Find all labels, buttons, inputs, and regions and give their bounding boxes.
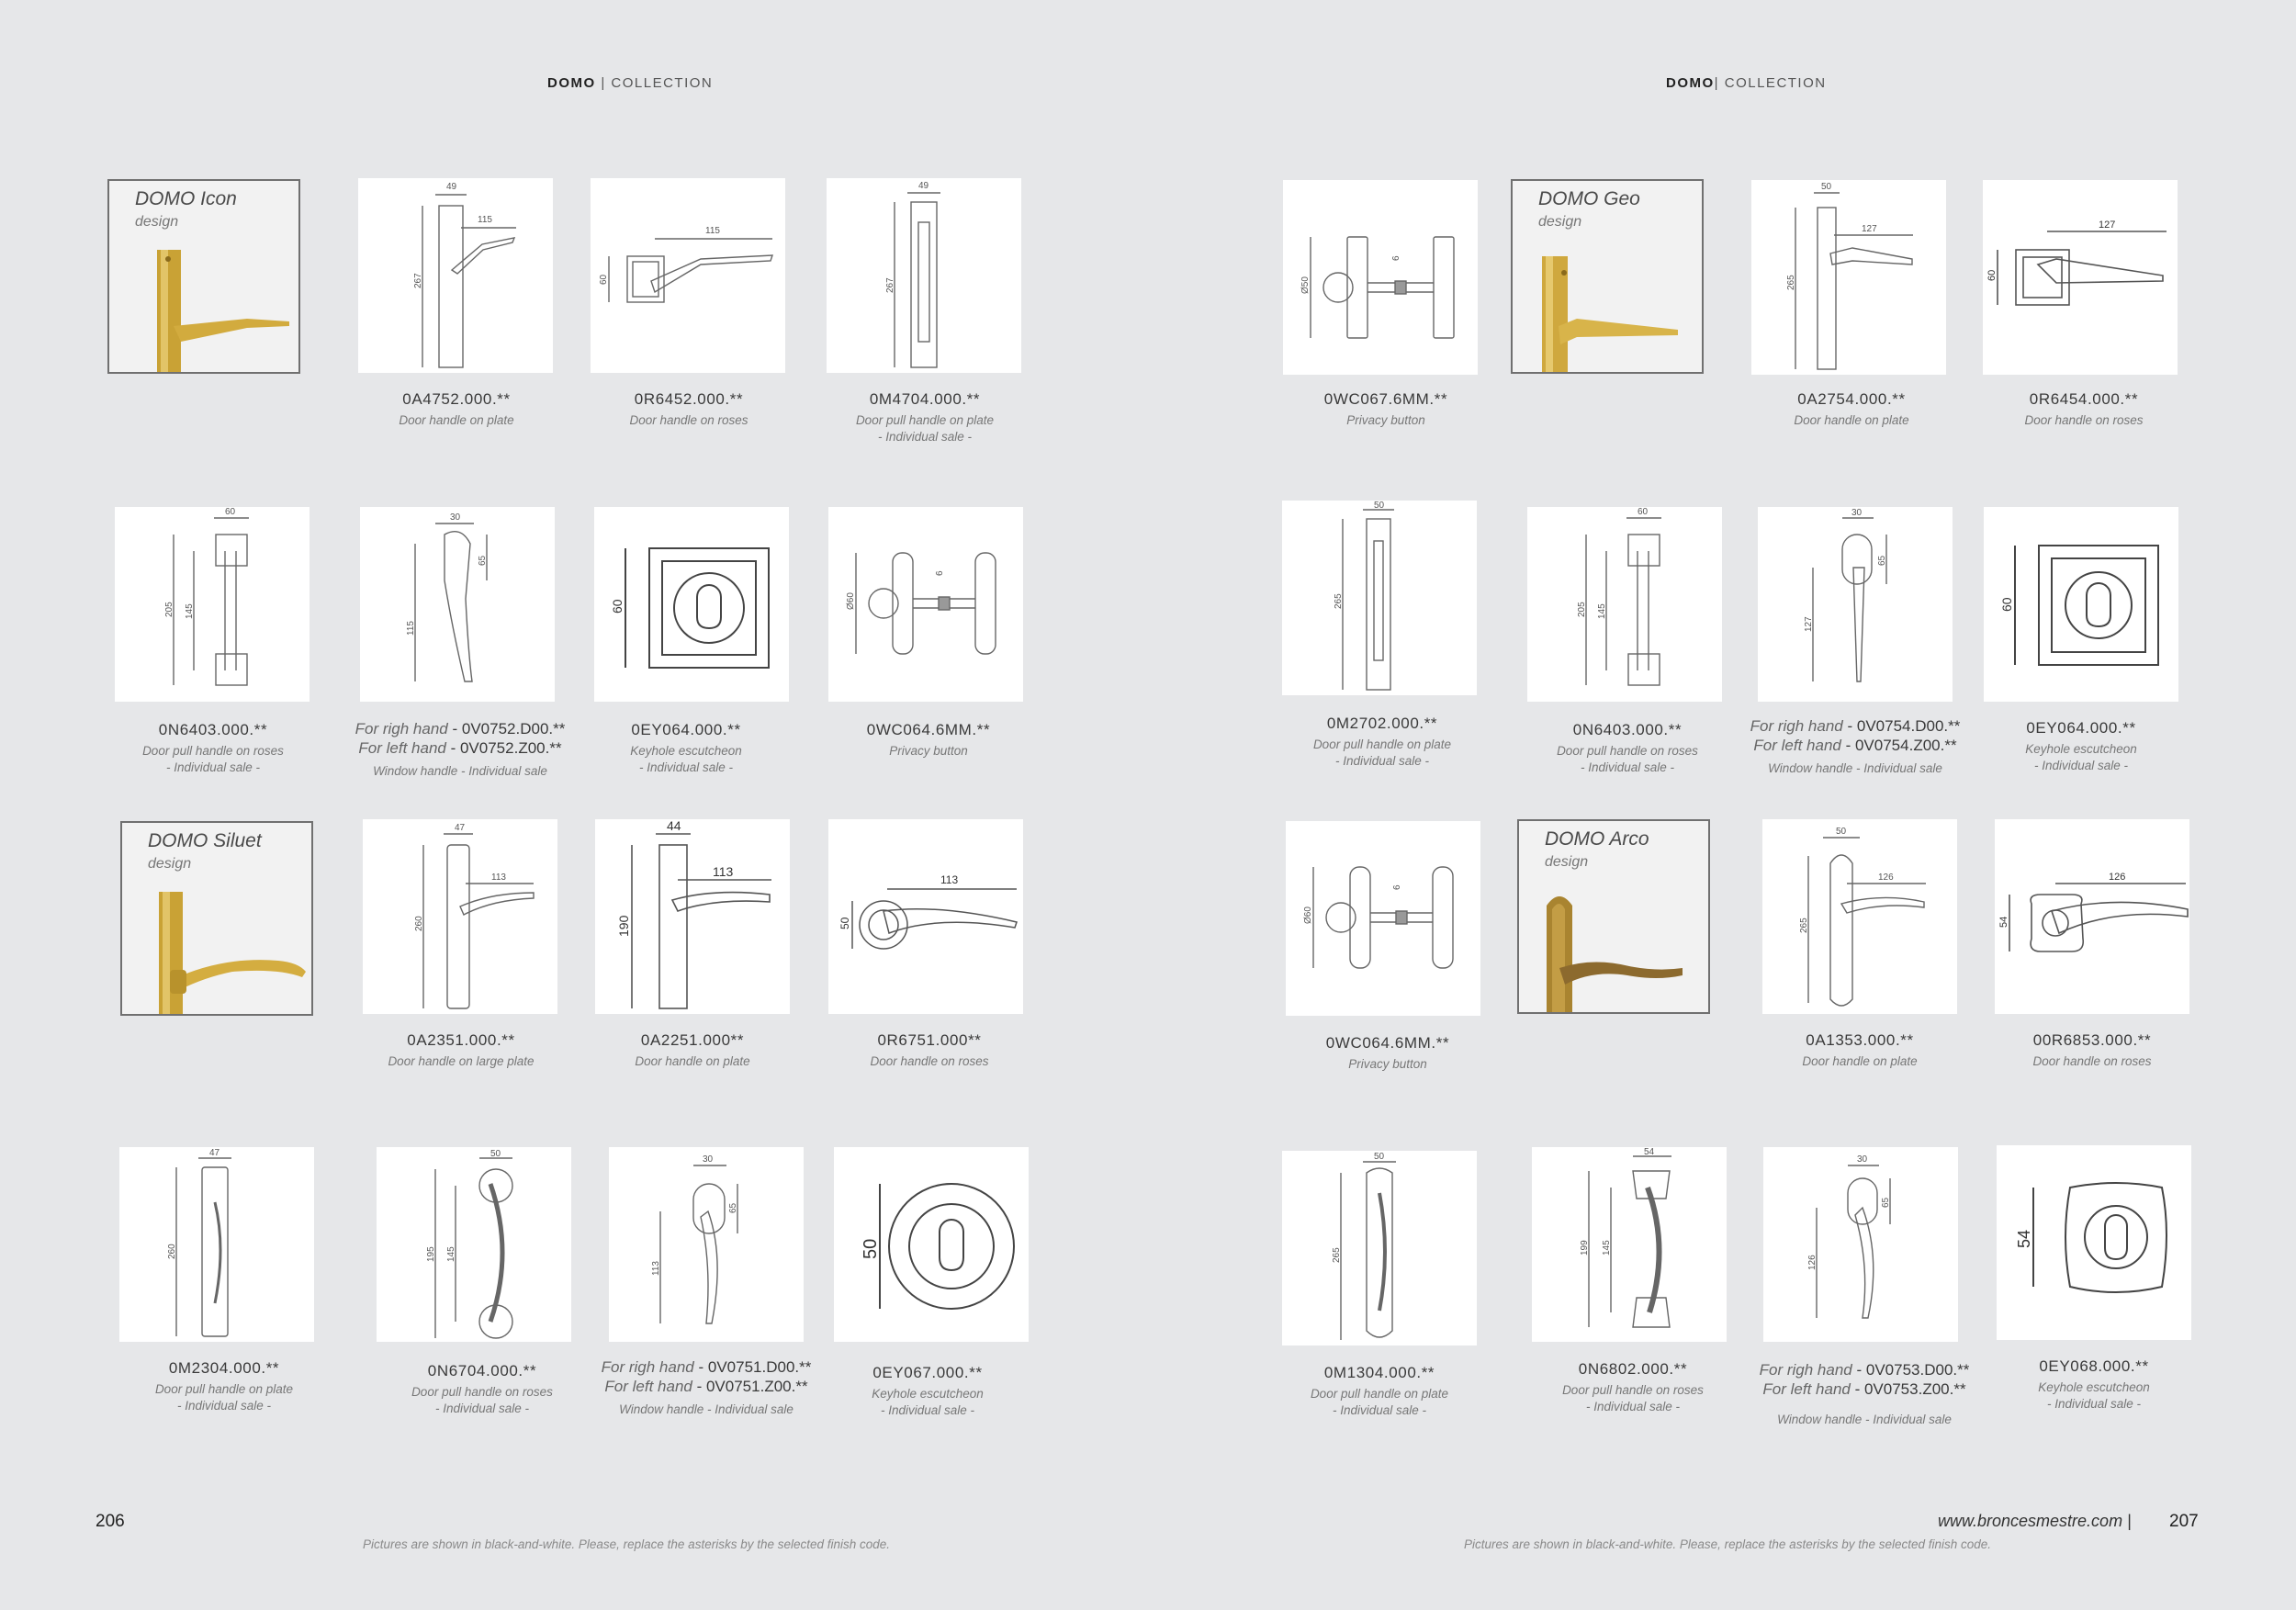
- svg-text:113: 113: [651, 1261, 661, 1276]
- svg-text:115: 115: [705, 226, 720, 236]
- product-description: Keyhole escutcheon: [2038, 1380, 2150, 1394]
- product-code: 00R6853.000.**: [2032, 1031, 2152, 1049]
- sale-note: - Individual sale -: [2046, 1397, 2142, 1411]
- product-description: Door handle on roses: [2032, 1054, 2152, 1068]
- product-drawing: [1282, 1151, 1477, 1345]
- svg-text:126: 126: [1878, 873, 1894, 883]
- product-drawing: [1758, 507, 1953, 702]
- svg-text:113: 113: [713, 864, 734, 879]
- product-description: Window handle - Individual sale: [1768, 761, 1942, 775]
- product-code: 0N6704.000.**: [427, 1362, 537, 1379]
- sale-note: - Individual sale -: [877, 430, 973, 444]
- svg-text:115: 115: [406, 621, 416, 636]
- right-page-header: DOMO| COLLECTION: [1666, 75, 1827, 91]
- product-drawing: [828, 507, 1023, 702]
- design-label: design: [135, 214, 179, 230]
- svg-text:199: 199: [1580, 1240, 1590, 1255]
- svg-text:126: 126: [1807, 1255, 1818, 1270]
- svg-text:50: 50: [861, 1238, 881, 1259]
- design-card-domo-siluet: [120, 821, 313, 1016]
- product-caption: [551, 390, 827, 429]
- svg-text:30: 30: [1851, 508, 1863, 518]
- svg-text:50: 50: [838, 917, 851, 929]
- svg-text:195: 195: [426, 1246, 436, 1262]
- svg-text:126: 126: [2109, 872, 2126, 883]
- product-drawing: [1983, 180, 2178, 375]
- product-description: Door pull handle on plate: [1312, 737, 1452, 751]
- product-drawing: [1995, 819, 2189, 1014]
- product-code: 0A1353.000.**: [1806, 1031, 1914, 1049]
- product-drawing: [1751, 180, 1946, 375]
- svg-text:127: 127: [1804, 616, 1814, 632]
- product-drawing: [363, 819, 557, 1014]
- product-code: 0WC067.6MM.**: [1323, 390, 1448, 408]
- product-caption: [1956, 1357, 2232, 1413]
- sale-note: - Individual sale -: [880, 1403, 975, 1417]
- svg-text:127: 127: [1862, 224, 1877, 234]
- product-code: 0R6751.000**: [877, 1031, 982, 1049]
- sale-note: - Individual sale -: [434, 1402, 530, 1415]
- product-description: Window handle - Individual sale: [1777, 1413, 1952, 1426]
- design-name: DOMO Icon: [135, 188, 237, 209]
- svg-text:65: 65: [478, 555, 488, 566]
- right-hand-code: - 0V0754.D00.**: [1842, 717, 1961, 735]
- svg-text:113: 113: [940, 873, 959, 886]
- product-code: 0WC064.6MM.**: [1325, 1034, 1450, 1052]
- svg-text:65: 65: [1881, 1197, 1891, 1208]
- design-label: design: [148, 856, 192, 872]
- product-code: 0EY068.000.**: [2039, 1357, 2149, 1375]
- product-caption: [790, 1364, 1065, 1419]
- product-code: 0A2251.000**: [640, 1031, 745, 1049]
- product-caption: [1242, 1364, 1517, 1419]
- product-description: Privacy button: [889, 744, 968, 758]
- product-code: 0EY064.000.**: [2026, 719, 2136, 737]
- section-label: COLLECTION: [1724, 75, 1827, 91]
- product-description: Window handle - Individual sale: [619, 1402, 793, 1416]
- svg-text:30: 30: [703, 1154, 714, 1165]
- svg-text:127: 127: [2099, 220, 2116, 231]
- product-description: Window handle - Individual sale: [373, 764, 547, 778]
- left-hand-code: - 0V0754.Z00.**: [1840, 737, 1957, 754]
- product-drawing: [1997, 1145, 2191, 1340]
- svg-text:260: 260: [167, 1244, 177, 1259]
- product-drawing: [827, 178, 1021, 373]
- svg-text:50: 50: [1836, 827, 1847, 837]
- product-code: 0N6403.000.**: [1572, 721, 1683, 738]
- product-code: 0A4752.000.**: [402, 390, 511, 408]
- product-caption: [791, 721, 1066, 760]
- design-name: DOMO Arco: [1545, 828, 1649, 850]
- right-hand-code: - 0V0752.D00.**: [447, 720, 566, 737]
- svg-text:49: 49: [446, 182, 457, 192]
- svg-text:205: 205: [1577, 602, 1587, 617]
- product-drawing: [358, 178, 553, 373]
- svg-text:54: 54: [2015, 1229, 2033, 1248]
- product-caption: [1250, 1034, 1525, 1073]
- product-drawing: [591, 178, 785, 373]
- svg-text:47: 47: [455, 823, 466, 833]
- svg-text:65: 65: [728, 1202, 738, 1213]
- product-description: Door handle on plate: [399, 413, 514, 427]
- svg-text:260: 260: [414, 916, 424, 931]
- product-drawing: [1763, 1147, 1958, 1342]
- svg-text:60: 60: [610, 599, 625, 614]
- product-drawing: [828, 819, 1023, 1014]
- product-code: 0N6802.000.**: [1578, 1360, 1688, 1378]
- product-caption: [792, 1031, 1067, 1070]
- product-description: Door handle on plate: [1802, 1054, 1918, 1068]
- product-description: Door pull handle on roses: [411, 1385, 553, 1399]
- product-code: 0A2754.000.**: [1797, 390, 1906, 408]
- svg-text:30: 30: [450, 512, 461, 523]
- product-drawing: [1527, 507, 1722, 702]
- product-description: Door pull handle on plate: [154, 1382, 294, 1396]
- svg-text:60: 60: [1986, 269, 1998, 281]
- product-caption: [75, 721, 351, 776]
- product-caption: [1248, 390, 1524, 429]
- design-label: design: [1545, 854, 1589, 870]
- svg-text:145: 145: [1597, 603, 1607, 619]
- product-caption: [787, 390, 1063, 445]
- product-description: Door handle on plate: [1794, 413, 1909, 427]
- svg-text:60: 60: [1999, 597, 2014, 612]
- window-handle-caption: For righ hand - 0V0753.D00.** For left hand - 0V0753.Z00.** Window handle - Individual sale: [1727, 1360, 2002, 1428]
- product-caption: [555, 1031, 830, 1070]
- svg-text:115: 115: [478, 215, 492, 225]
- footnote-left: Pictures are shown in black-and-white. Please, replace the asterisks by the selected finish code.: [363, 1537, 891, 1551]
- design-card-domo-arco: [1517, 819, 1710, 1014]
- design-label: design: [1538, 214, 1582, 230]
- svg-text:50: 50: [1821, 182, 1832, 192]
- svg-text:6: 6: [935, 570, 945, 576]
- product-drawing: [1532, 1147, 1727, 1342]
- product-drawing: [1282, 501, 1477, 695]
- product-drawing: [595, 819, 790, 1014]
- svg-text:265: 265: [1332, 1247, 1342, 1263]
- sale-note: - Individual sale -: [638, 760, 734, 774]
- product-caption: [86, 1359, 362, 1414]
- left-hand-code: - 0V0752.Z00.**: [445, 739, 562, 757]
- svg-text:60: 60: [599, 274, 609, 285]
- product-drawing: [115, 507, 310, 702]
- product-description: Door handle on roses: [870, 1054, 989, 1068]
- svg-text:50: 50: [1374, 1152, 1385, 1162]
- sale-note: - Individual sale -: [1334, 754, 1430, 768]
- design-name: DOMO Geo: [1538, 188, 1640, 209]
- design-card-domo-geo: [1511, 179, 1704, 374]
- svg-text:Ø60: Ø60: [846, 592, 856, 610]
- svg-text:267: 267: [885, 277, 895, 293]
- svg-text:47: 47: [209, 1148, 220, 1158]
- window-handle-caption: For righ hand - 0V0751.D00.** For left hand - 0V0751.Z00.** Window handle - Individual sale: [568, 1357, 844, 1418]
- product-code: 0R6452.000.**: [634, 390, 744, 408]
- product-code: 0M2702.000.**: [1326, 715, 1438, 732]
- product-description: Keyhole escutcheon: [630, 744, 742, 758]
- svg-text:265: 265: [1786, 275, 1796, 290]
- sale-note: - Individual sale -: [1332, 1403, 1427, 1417]
- product-description: Door pull handle on roses: [142, 744, 284, 758]
- product-caption: [548, 721, 824, 776]
- left-hand-code: - 0V0751.Z00.**: [692, 1378, 808, 1395]
- sale-note: - Individual sale -: [2033, 759, 2129, 772]
- svg-text:267: 267: [413, 273, 423, 288]
- design-name: DOMO Siluet: [148, 830, 262, 851]
- product-code: 0N6403.000.**: [158, 721, 268, 738]
- svg-text:265: 265: [1799, 918, 1809, 933]
- svg-text:54: 54: [1644, 1147, 1655, 1157]
- product-caption: [1244, 715, 1520, 770]
- footnote-right: Pictures are shown in black-and-white. Please, replace the asterisks by the selected finish code.: [1464, 1537, 1992, 1551]
- product-drawing: [834, 1147, 1029, 1342]
- product-drawing: [1984, 507, 2178, 702]
- svg-text:65: 65: [1877, 555, 1887, 566]
- svg-text:44: 44: [667, 819, 681, 833]
- svg-text:30: 30: [1857, 1154, 1868, 1165]
- product-drawing: [119, 1147, 314, 1342]
- left-hand-code: - 0V0753.Z00.**: [1850, 1380, 1966, 1398]
- svg-text:145: 145: [185, 603, 195, 619]
- product-description: Door handle on roses: [2024, 413, 2144, 427]
- right-hand-code: - 0V0751.D00.**: [693, 1358, 812, 1376]
- left-page-header: DOMO | COLLECTION: [547, 75, 714, 91]
- svg-text:6: 6: [1391, 255, 1401, 261]
- product-drawing: [1762, 819, 1957, 1014]
- product-code: 0EY067.000.**: [872, 1364, 983, 1381]
- product-drawing: [360, 507, 555, 702]
- svg-text:Ø50: Ø50: [1300, 276, 1311, 294]
- svg-text:113: 113: [491, 873, 506, 883]
- svg-text:Ø60: Ø60: [1303, 906, 1313, 924]
- website-link[interactable]: www.broncesmestre.com |: [1938, 1512, 2132, 1530]
- window-handle-caption: For righ hand - 0V0752.D00.** For left hand - 0V0752.Z00.** Window handle - Individual sale: [322, 719, 598, 780]
- svg-text:60: 60: [225, 507, 236, 517]
- svg-text:265: 265: [1334, 593, 1344, 609]
- product-description: Door pull handle on roses: [1557, 744, 1698, 758]
- brand: DOMO: [547, 75, 596, 91]
- svg-text:145: 145: [446, 1246, 456, 1262]
- product-drawing: [609, 1147, 804, 1342]
- svg-text:205: 205: [164, 602, 174, 617]
- product-description: Keyhole escutcheon: [872, 1387, 984, 1401]
- svg-text:145: 145: [1602, 1240, 1612, 1255]
- sale-note: - Individual sale -: [176, 1399, 272, 1413]
- product-code: 0A2351.000.**: [407, 1031, 515, 1049]
- product-code: 0R6454.000.**: [2029, 390, 2139, 408]
- product-description: Door handle on plate: [635, 1054, 750, 1068]
- svg-text:54: 54: [1998, 916, 2009, 928]
- brand: DOMO: [1666, 75, 1715, 91]
- product-code: 0M1304.000.**: [1323, 1364, 1435, 1381]
- svg-text:49: 49: [918, 181, 929, 191]
- product-description: Door pull handle on roses: [1562, 1383, 1704, 1397]
- product-description: Keyhole escutcheon: [2025, 742, 2137, 756]
- product-code: 0M4704.000.**: [869, 390, 981, 408]
- product-code: 0M2304.000.**: [168, 1359, 280, 1377]
- product-code: 0EY064.000.**: [631, 721, 741, 738]
- svg-text:6: 6: [1392, 884, 1402, 890]
- product-caption: [1946, 390, 2222, 429]
- product-description: Door handle on large plate: [388, 1054, 535, 1068]
- product-description: Privacy button: [1348, 1057, 1427, 1071]
- product-description: Door pull handle on plate: [1310, 1387, 1449, 1401]
- sale-note: - Individual sale -: [165, 760, 261, 774]
- right-hand-code: - 0V0753.D00.**: [1851, 1361, 1970, 1379]
- page-number-right: 207: [2169, 1512, 2199, 1531]
- product-caption: [1943, 719, 2219, 774]
- product-drawing: [1283, 180, 1478, 375]
- svg-text:50: 50: [1374, 501, 1385, 511]
- svg-text:50: 50: [490, 1149, 501, 1159]
- product-description: Door handle on roses: [629, 413, 748, 427]
- product-drawing: [1286, 821, 1480, 1016]
- product-code: 0WC064.6MM.**: [866, 721, 991, 738]
- page-number-left: 206: [96, 1512, 125, 1531]
- product-drawing: [377, 1147, 571, 1342]
- window-handle-caption: For righ hand - 0V0754.D00.** For left hand - 0V0754.Z00.** Window handle - Individual sale: [1717, 716, 1993, 777]
- svg-text:60: 60: [1638, 507, 1649, 517]
- product-description: Door pull handle on plate: [855, 413, 995, 427]
- sale-note: - Individual sale -: [1585, 1400, 1681, 1413]
- sale-note: - Individual sale -: [1580, 760, 1675, 774]
- section-label: COLLECTION: [611, 75, 714, 91]
- design-card-domo-icon: [107, 179, 300, 374]
- product-caption: [1954, 1031, 2230, 1070]
- product-drawing: [594, 507, 789, 702]
- svg-text:190: 190: [616, 915, 631, 937]
- product-description: Privacy button: [1346, 413, 1425, 427]
